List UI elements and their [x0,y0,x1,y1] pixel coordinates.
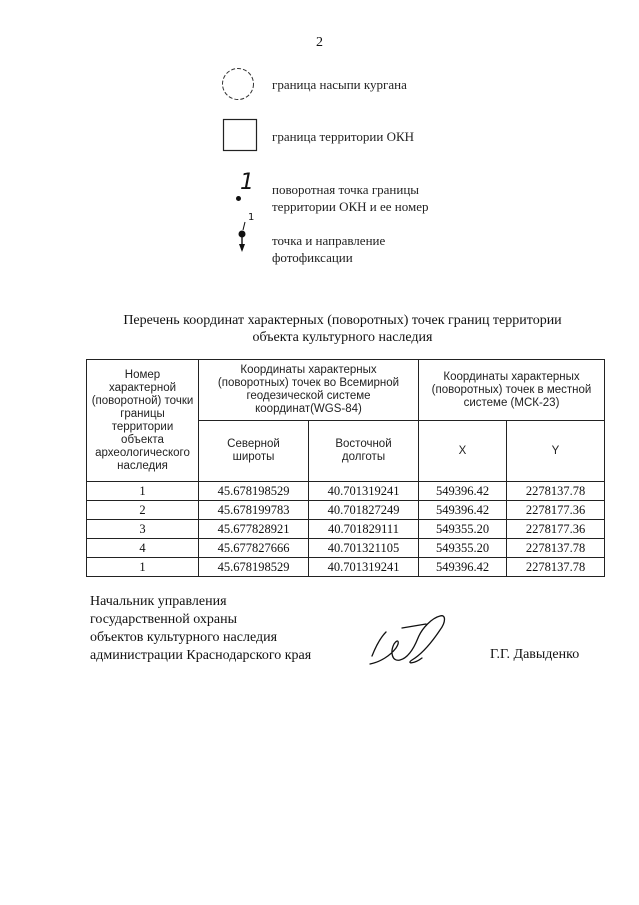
table-row [87,482,605,501]
cell-longitude: 40.701319241 [309,558,419,577]
table-row [87,558,605,577]
cell-x: 549396.42 [419,558,507,577]
signature-image [362,608,458,670]
signer-name: Г.Г. Давыденко [490,647,580,662]
header-east-longitude: Восточной долготы [309,421,419,482]
cell-longitude: 40.701829111 [309,520,419,539]
cell-point-number: 4 [87,539,199,558]
cell-point-number: 1 [87,558,199,577]
cell-y: 2278137.78 [507,558,605,577]
legend-item-label: граница территории ОКН [272,129,415,144]
legend-item-label: граница насыпи кургана [272,77,407,92]
cell-x: 549396.42 [419,501,507,520]
cell-longitude: 40.701321105 [309,539,419,558]
header-msk23: Координаты характерных (поворотных) точек в местной системе (МСК-23) [419,360,605,421]
cell-y: 2278177.36 [507,520,605,539]
header-x: X [419,421,507,482]
table-row [87,520,605,539]
legend-item-label: точка и направление фотофиксации [272,233,386,265]
cell-x: 549355.20 [419,539,507,558]
header-point-number: Номер характерной (поворотной) точки границы территории объекта археологического наследия [87,360,199,482]
header-y: Y [507,421,605,482]
cell-point-number: 3 [87,520,199,539]
cell-y: 2278137.78 [507,539,605,558]
header-wgs84: Координаты характерных (поворотных) точек во Всемирной геодезической системе координат(WGS-84) [199,360,419,421]
coordinates-table [86,359,605,577]
document-title: Перечень координат характерных (поворотных) точек границ территории объекта культурного наследия [123,313,562,345]
signer-position: Начальник управления государственной охраны объектов культурного наследия администрации Краснодарского края [90,594,312,663]
cell-point-number: 1 [87,482,199,501]
cell-longitude: 40.701319241 [309,482,419,501]
cell-latitude: 45.678198529 [199,558,309,577]
cell-x: 549355.20 [419,520,507,539]
cell-longitude: 40.701827249 [309,501,419,520]
cell-y: 2278177.36 [507,501,605,520]
photo-direction-icon: 1 [232,214,258,258]
cell-latitude: 45.677828921 [199,520,309,539]
cell-y: 2278137.78 [507,482,605,501]
legend-item-label: поворотная точка границы территории ОКН и ее номер [272,182,429,214]
square-icon [222,118,258,154]
cell-latitude: 45.678199783 [199,501,309,520]
cell-latitude: 45.678198529 [199,482,309,501]
dashed-circle-icon [220,66,256,102]
cell-latitude: 45.677827666 [199,539,309,558]
header-north-latitude: Северной широты [199,421,309,482]
page-number: 2 [316,35,323,50]
cell-x: 549396.42 [419,482,507,501]
table-row [87,501,605,520]
point-number-icon: 1 [232,172,258,212]
table-row [87,539,605,558]
cell-point-number: 2 [87,501,199,520]
